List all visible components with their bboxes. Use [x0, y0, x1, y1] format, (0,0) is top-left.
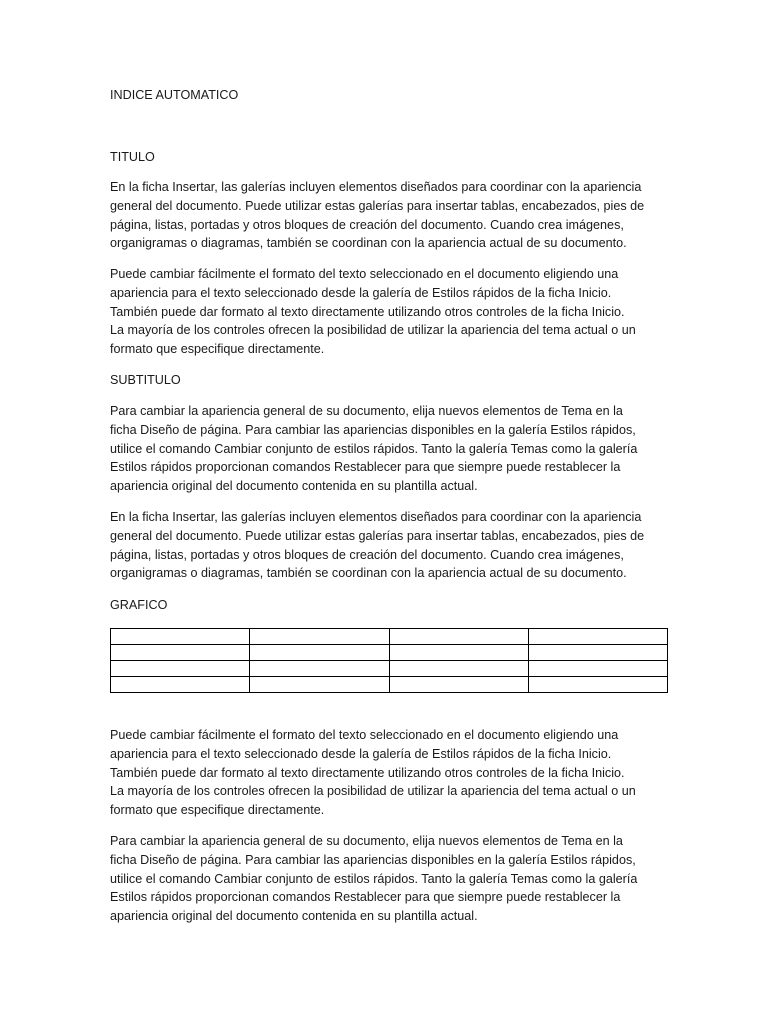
- paragraph-line: También puede dar formato al texto directamente utilizando otros controles de la ficha Inicio.: [110, 765, 625, 780]
- paragraph-line: apariencia para el texto seleccionado desde la galería de Estilos rápidos de la ficha Inicio.: [110, 746, 612, 761]
- table-cell: [250, 677, 389, 693]
- section-heading-grafico: GRAFICO: [110, 598, 168, 612]
- paragraph-line: Puede cambiar fácilmente el formato del texto seleccionado en el documento eligiendo una: [110, 267, 619, 281]
- table-cell: [111, 677, 250, 693]
- table-row: [111, 677, 668, 693]
- paragraph-line: general del documento. Puede utilizar estas galerías para insertar tablas, encabezados, pies de: [110, 528, 645, 543]
- table-cell: [528, 645, 667, 661]
- document-title: INDICE AUTOMATICO: [110, 88, 239, 102]
- paragraph-line: utilice el comando Cambiar conjunto de estilos rápidos. Tanto la galería Temas como la galería: [110, 441, 638, 456]
- paragraph-line: apariencia para el texto seleccionado desde la galería de Estilos rápidos de la ficha Inicio.: [110, 285, 612, 300]
- paragraph-line: En la ficha Insertar, las galerías incluyen elementos diseñados para coordinar con la apariencia: [110, 510, 642, 524]
- paragraph-line: página, listas, portadas y otros bloques de creación del documento. Cuando crea imágenes,: [110, 547, 624, 562]
- paragraph-line: apariencia original del documento contenida en su plantilla actual.: [110, 909, 478, 924]
- table-row: [111, 661, 668, 677]
- table-cell: [389, 645, 528, 661]
- table-cell: [250, 645, 389, 661]
- paragraph-6: [110, 832, 637, 926]
- paragraph-line: ficha Diseño de página. Para cambiar las apariencias disponibles en la galería Estilos rápidos,: [110, 852, 636, 867]
- paragraph-3: [110, 402, 637, 496]
- grid-table: [110, 628, 668, 693]
- table-cell: [528, 661, 667, 677]
- paragraph-2: [110, 265, 636, 359]
- table-cell: [389, 629, 528, 645]
- table-cell: [528, 677, 667, 693]
- paragraph-line: ficha Diseño de página. Para cambiar las apariencias disponibles en la galería Estilos rápidos,: [110, 422, 636, 437]
- paragraph-line: La mayoría de los controles ofrecen la posibilidad de utilizar la apariencia del tema actual o un: [110, 323, 636, 338]
- table-cell: [528, 629, 667, 645]
- paragraph-line: En la ficha Insertar, las galerías incluyen elementos diseñados para coordinar con la apariencia: [110, 180, 642, 194]
- paragraph-line: Estilos rápidos proporcionan comandos Restablecer para que siempre puede restablecer la: [110, 890, 621, 905]
- paragraph-line: utilice el comando Cambiar conjunto de estilos rápidos. Tanto la galería Temas como la galería: [110, 871, 638, 886]
- table-cell: [111, 661, 250, 677]
- paragraph-line: organigramas o diagramas, también se coordinan con la apariencia actual de su documento.: [110, 566, 627, 581]
- table-cell: [111, 629, 250, 645]
- table-cell: [389, 677, 528, 693]
- paragraph-line: Puede cambiar fácilmente el formato del texto seleccionado en el documento eligiendo una: [110, 728, 619, 742]
- grid-table-container: [110, 628, 668, 693]
- paragraph-line: Para cambiar la apariencia general de su documento, elija nuevos elementos de Tema en la: [110, 834, 623, 848]
- table-row: [111, 629, 668, 645]
- table-cell: [111, 645, 250, 661]
- paragraph-line: Para cambiar la apariencia general de su documento, elija nuevos elementos de Tema en la: [110, 404, 623, 418]
- paragraph-1: [110, 178, 644, 253]
- table-cell: [250, 629, 389, 645]
- paragraph-5: [110, 726, 636, 820]
- table-cell: [389, 661, 528, 677]
- paragraph-line: página, listas, portadas y otros bloques de creación del documento. Cuando crea imágenes,: [110, 217, 624, 232]
- paragraph-line: apariencia original del documento contenida en su plantilla actual.: [110, 479, 478, 494]
- paragraph-line: organigramas o diagramas, también se coordinan con la apariencia actual de su documento.: [110, 236, 627, 251]
- paragraph-line: formato que especifique directamente.: [110, 342, 325, 357]
- paragraph-line: Estilos rápidos proporcionan comandos Restablecer para que siempre puede restablecer la: [110, 460, 621, 475]
- paragraph-line: La mayoría de los controles ofrecen la posibilidad de utilizar la apariencia del tema actual o un: [110, 784, 636, 799]
- paragraph-line: formato que especifique directamente.: [110, 803, 325, 818]
- paragraph-line: También puede dar formato al texto directamente utilizando otros controles de la ficha Inicio.: [110, 304, 625, 319]
- paragraph-line: general del documento. Puede utilizar estas galerías para insertar tablas, encabezados, pies de: [110, 198, 645, 213]
- table-row: [111, 645, 668, 661]
- section-heading-subtitulo: SUBTITULO: [110, 373, 181, 387]
- paragraph-4: [110, 508, 644, 583]
- table-cell: [250, 661, 389, 677]
- section-heading-titulo: TITULO: [110, 150, 155, 164]
